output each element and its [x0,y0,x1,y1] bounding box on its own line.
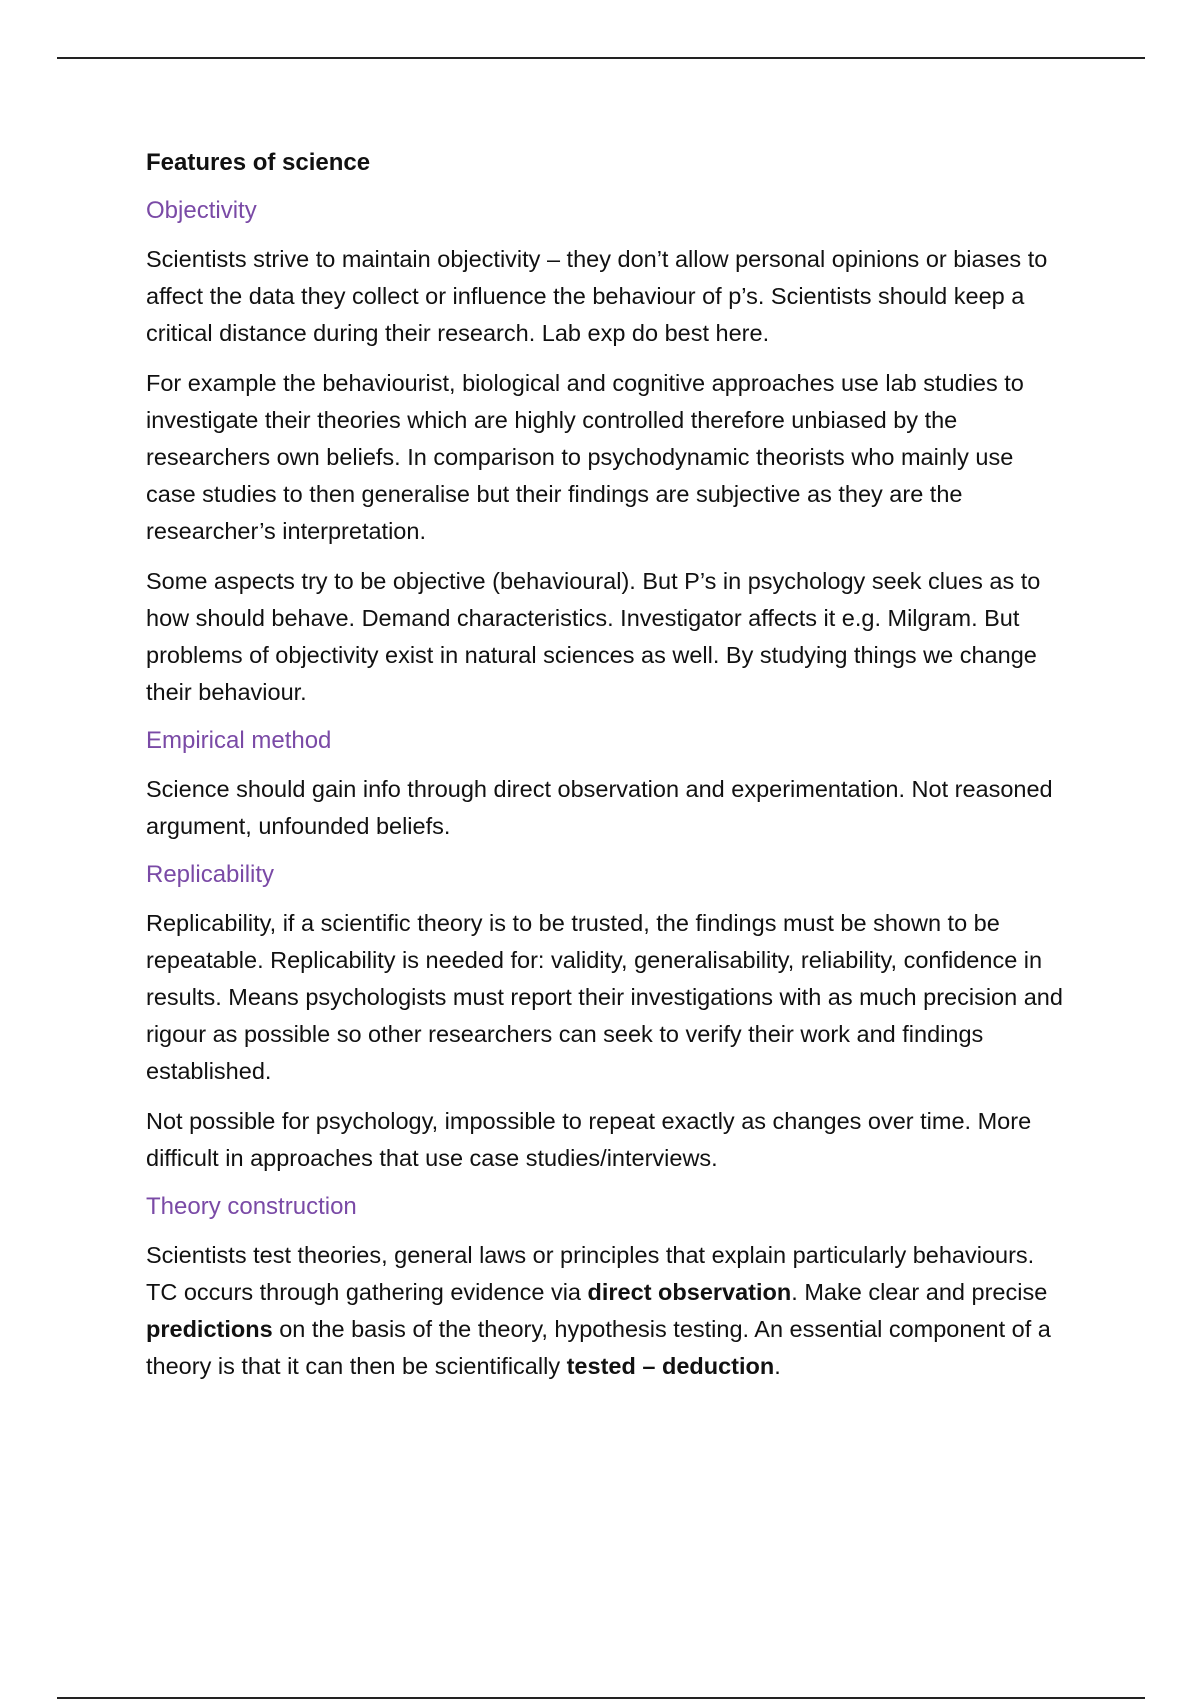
paragraph: Not possible for psychology, impossible to repeat exactly as changes over time. More difficult in approaches that use case studies/interviews. [146,1108,1032,1171]
document-body [146,146,1066,1398]
paragraph: Scientists strive to maintain objectivity – they don’t allow personal opinions or biases to affect the data they collect or influence the behaviour of p’s. Scientists should keep a critical distance during their research. Lab exp do best here. [146,246,1048,346]
top-rule [57,57,1145,59]
section-theory-construction [146,1190,1066,1385]
bold-dash: – [635,1353,662,1379]
section-heading: Theory construction [146,1193,357,1220]
text-run: Scientists test theories, general laws or principles that explain particularly behaviours. TC occurs through gathering evidence via [146,1242,1035,1305]
paragraph: Science should gain info through direct observation and experimentation. Not reasoned argument, unfounded beliefs. [146,776,1053,839]
bold-term-deduction: deduction [661,1353,775,1379]
paragraph-theory-construction [146,1237,1066,1385]
section-heading: Replicability [146,861,275,888]
bold-term-tested: tested [566,1353,636,1379]
paragraph: For example the behaviourist, biological and cognitive approaches use lab studies to investigate their theories which are highly controlled therefore unbiased by the researchers own beliefs. In comparison to psychodynamic theorists who mainly use case studies to then generalise but their findings are subjective as they are the researcher’s interpretation. [146,370,1024,544]
section-replicability [146,858,1066,1177]
paragraph: Some aspects try to be objective (behavioural). But P’s in psychology seek clues as to how should behave. Demand characteristics. Investigator affects it e.g. Milgram. But problems of objectivity exist in natural sciences as well. By studying things we change their behaviour. [146,568,1041,705]
section-heading: Empirical method [146,727,332,754]
document-title: Features of science [146,149,371,176]
paragraph: Replicability, if a scientific theory is to be trusted, the findings must be shown to be repeatable. Replicability is needed for: validity, generalisability, reliability, confidence in results. Means psychologists must report their investigations with as much precision and rigour as possible so other researchers can seek to verify their work and findings established. [146,910,1063,1084]
section-objectivity [146,194,1066,711]
bold-term-direct-observation: direct observation [587,1279,792,1305]
section-heading: Objectivity [146,197,257,224]
section-empirical-method [146,724,1066,845]
bold-term-predictions: predictions [146,1316,273,1342]
text-run: on the basis of the theory, hypothesis testing. An essential component of a theory is that it can then be scientifically [146,1316,1051,1379]
text-run: . [774,1353,781,1379]
text-run: . Make clear and precise [791,1279,1048,1305]
bottom-rule [57,1697,1145,1699]
